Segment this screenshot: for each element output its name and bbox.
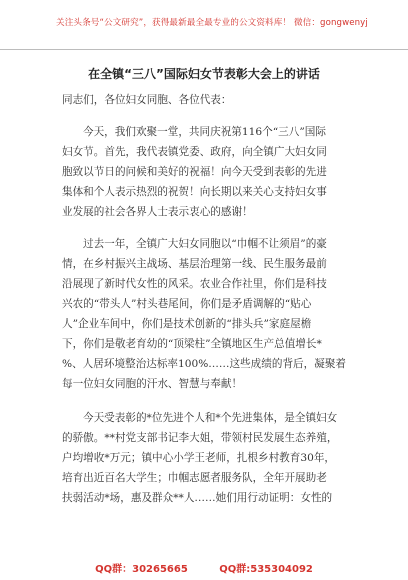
qq-group-1: QQ群：30265665 bbox=[95, 564, 188, 575]
text-line: 每一位妇女同胞的汗水、智慧与奉献！ bbox=[62, 378, 243, 390]
text-line: 过去一年，全镇广大妇女同胞以“巾帼不让须眉”的豪 bbox=[83, 238, 327, 250]
text-line: 今天，我们欢聚一堂，共同庆祝第116个“三八”国际 bbox=[83, 126, 326, 138]
text-line: 下，你们是敬老育幼的“顶梁柱”全镇地区生产总值增长* bbox=[62, 338, 322, 350]
text-line: 业发展的社会各界人士表示衷心的感谢！ bbox=[62, 206, 253, 218]
footer-contacts bbox=[0, 560, 408, 576]
text-line: 集体和个人表示热烈的祝贺！向长期以来关心支持妇女事 bbox=[62, 186, 327, 198]
text-line: 培育出近百名大学生；巾帼志愿者服务队，全年开展助老 bbox=[62, 472, 327, 484]
text-line: 户均增收*万元；镇中心小学王老师，扎根乡村教育30年， bbox=[62, 452, 336, 464]
text-line: %、人居环境整治达标率100%……这些成绩的背后，凝聚着 bbox=[62, 358, 347, 370]
salutation-line: 同志们，各位妇女同胞、各位代表： bbox=[62, 94, 232, 106]
text-line: 人”企业车间中，你们是技术创新的“排头兵”家庭屋檐 bbox=[62, 318, 312, 330]
qq-group-2: QQ群:535304092 bbox=[219, 564, 313, 575]
text-line: 兴农的“带头人”村头巷尾间，你们是矛盾调解的“贴心 bbox=[62, 298, 312, 310]
text-line: 胞致以节日的问候和美好的祝福！向今天受到表彰的先进 bbox=[62, 166, 327, 178]
banner-text: 关注头条号“公文研究”，获得最新最全最专业的公文资料库！ 微信：gongwenyj bbox=[56, 18, 368, 28]
document-title: 在全镇“三八”国际妇女节表彰大会上的讲话 bbox=[88, 67, 320, 81]
text-line: 情，在乡村振兴主战场、基层治理第一线、民生服务最前 bbox=[62, 258, 327, 270]
text-line: 沿展现了新时代女性的风采。农业合作社里，你们是科技 bbox=[62, 278, 327, 290]
text-line: 的骄傲。**村党支部书记李大姐，带领村民发展生态养殖， bbox=[62, 432, 338, 444]
text-line: 妇女节。首先，我代表镇党委、政府，向全镇广大妇女同 bbox=[62, 146, 327, 158]
text-line: 今天受表彰的*位先进个人和*个先进集体，是全镇妇女 bbox=[83, 412, 338, 424]
header-banner bbox=[0, 0, 408, 50]
text-line: 扶弱活动*场，惠及群众**人……她们用行动证明：女性的 bbox=[62, 492, 333, 504]
